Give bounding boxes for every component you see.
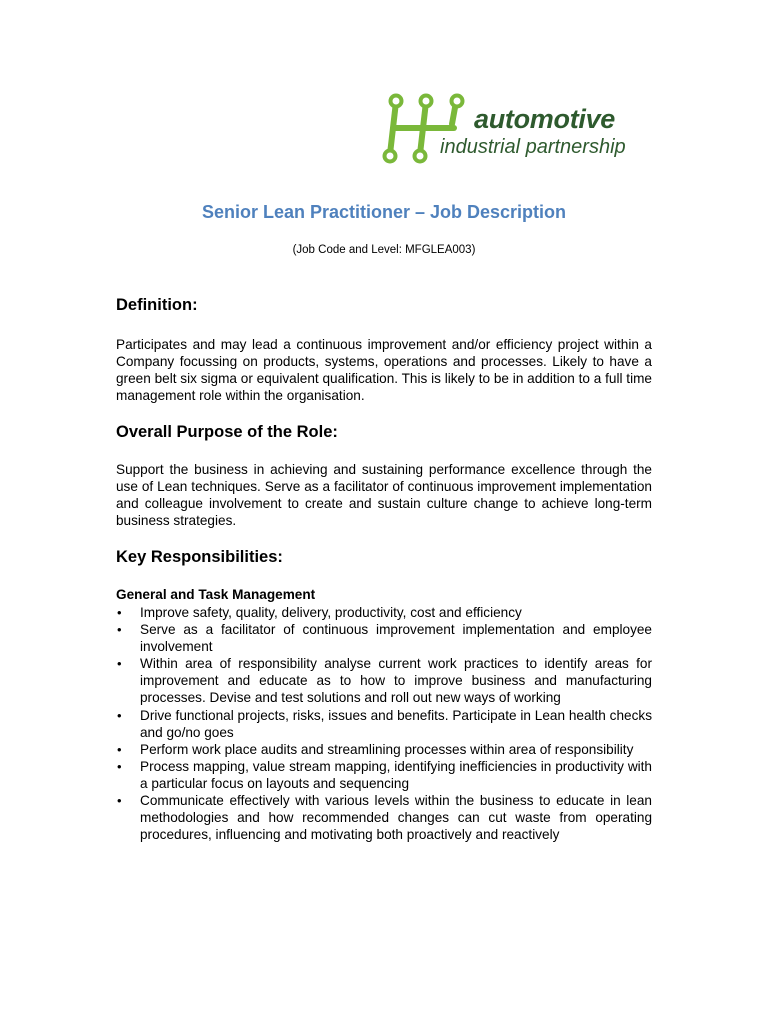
bullet-icon: • <box>117 605 122 620</box>
purpose-body: Support the business in achieving and sustaining performance excellence through the use of Lean techniques. Serve as a facilitator of continuous improvement implementation and colleague involvement to create and sustain culture change to achieve long-term business strategies. <box>116 462 652 528</box>
job-code-line: (Job Code and Level: MFGLEA003) <box>292 244 476 256</box>
list-item: • Process mapping, value stream mapping, identifying inefficiencies in productivity with a particular focus on layouts and sequencing <box>117 758 652 791</box>
list-item: • Drive functional projects, risks, issues and benefits. Participate in Lean health checks and go/no goes <box>117 707 652 740</box>
list-item: • Within area of responsibility analyse current work practices to identify areas for improvement and educate as to how to improve business and manufacturing processes. Devise and test solutions and roll out new ways of working <box>117 656 652 706</box>
bullet-icon: • <box>117 758 122 774</box>
purpose-heading: Overall Purpose of the Role: <box>116 423 338 441</box>
brand-name-primary: automotive <box>474 104 616 134</box>
responsibilities-subheading: General and Task Management <box>116 587 316 602</box>
responsibilities-heading: Key Responsibilities: <box>116 548 283 566</box>
responsibilities-list <box>116 604 652 843</box>
list-item: • Communicate effectively with various levels within the business to educate in lean methodologies and how recommended changes can cut waste from operating procedures, influencing and motivating both proactively and reactively <box>117 793 652 843</box>
bullet-icon: • <box>117 707 122 723</box>
company-logo <box>380 92 660 166</box>
definition-body: Participates and may lead a continuous improvement and/or efficiency project within a Company focussing on products, systems, operations and processes. Likely to have a green belt six sigma or equivalent qualification. This is likely to be in addition to a full time management role within the organisation. <box>116 337 652 403</box>
bullet-icon: • <box>117 656 122 672</box>
list-item: • Improve safety, quality, delivery, productivity, cost and efficiency <box>117 605 522 620</box>
definition-heading: Definition: <box>116 296 198 314</box>
list-item: • Perform work place audits and streamlining processes within area of responsibility <box>117 741 634 757</box>
page-title: Senior Lean Practitioner – Job Description <box>201 202 567 222</box>
bullet-icon: • <box>117 741 122 757</box>
bullet-icon: • <box>117 622 122 638</box>
brand-name-secondary: industrial partnership <box>440 136 626 158</box>
bullet-icon: • <box>117 793 122 809</box>
list-item: • Serve as a facilitator of continuous improvement implementation and employee involvement <box>117 622 652 655</box>
